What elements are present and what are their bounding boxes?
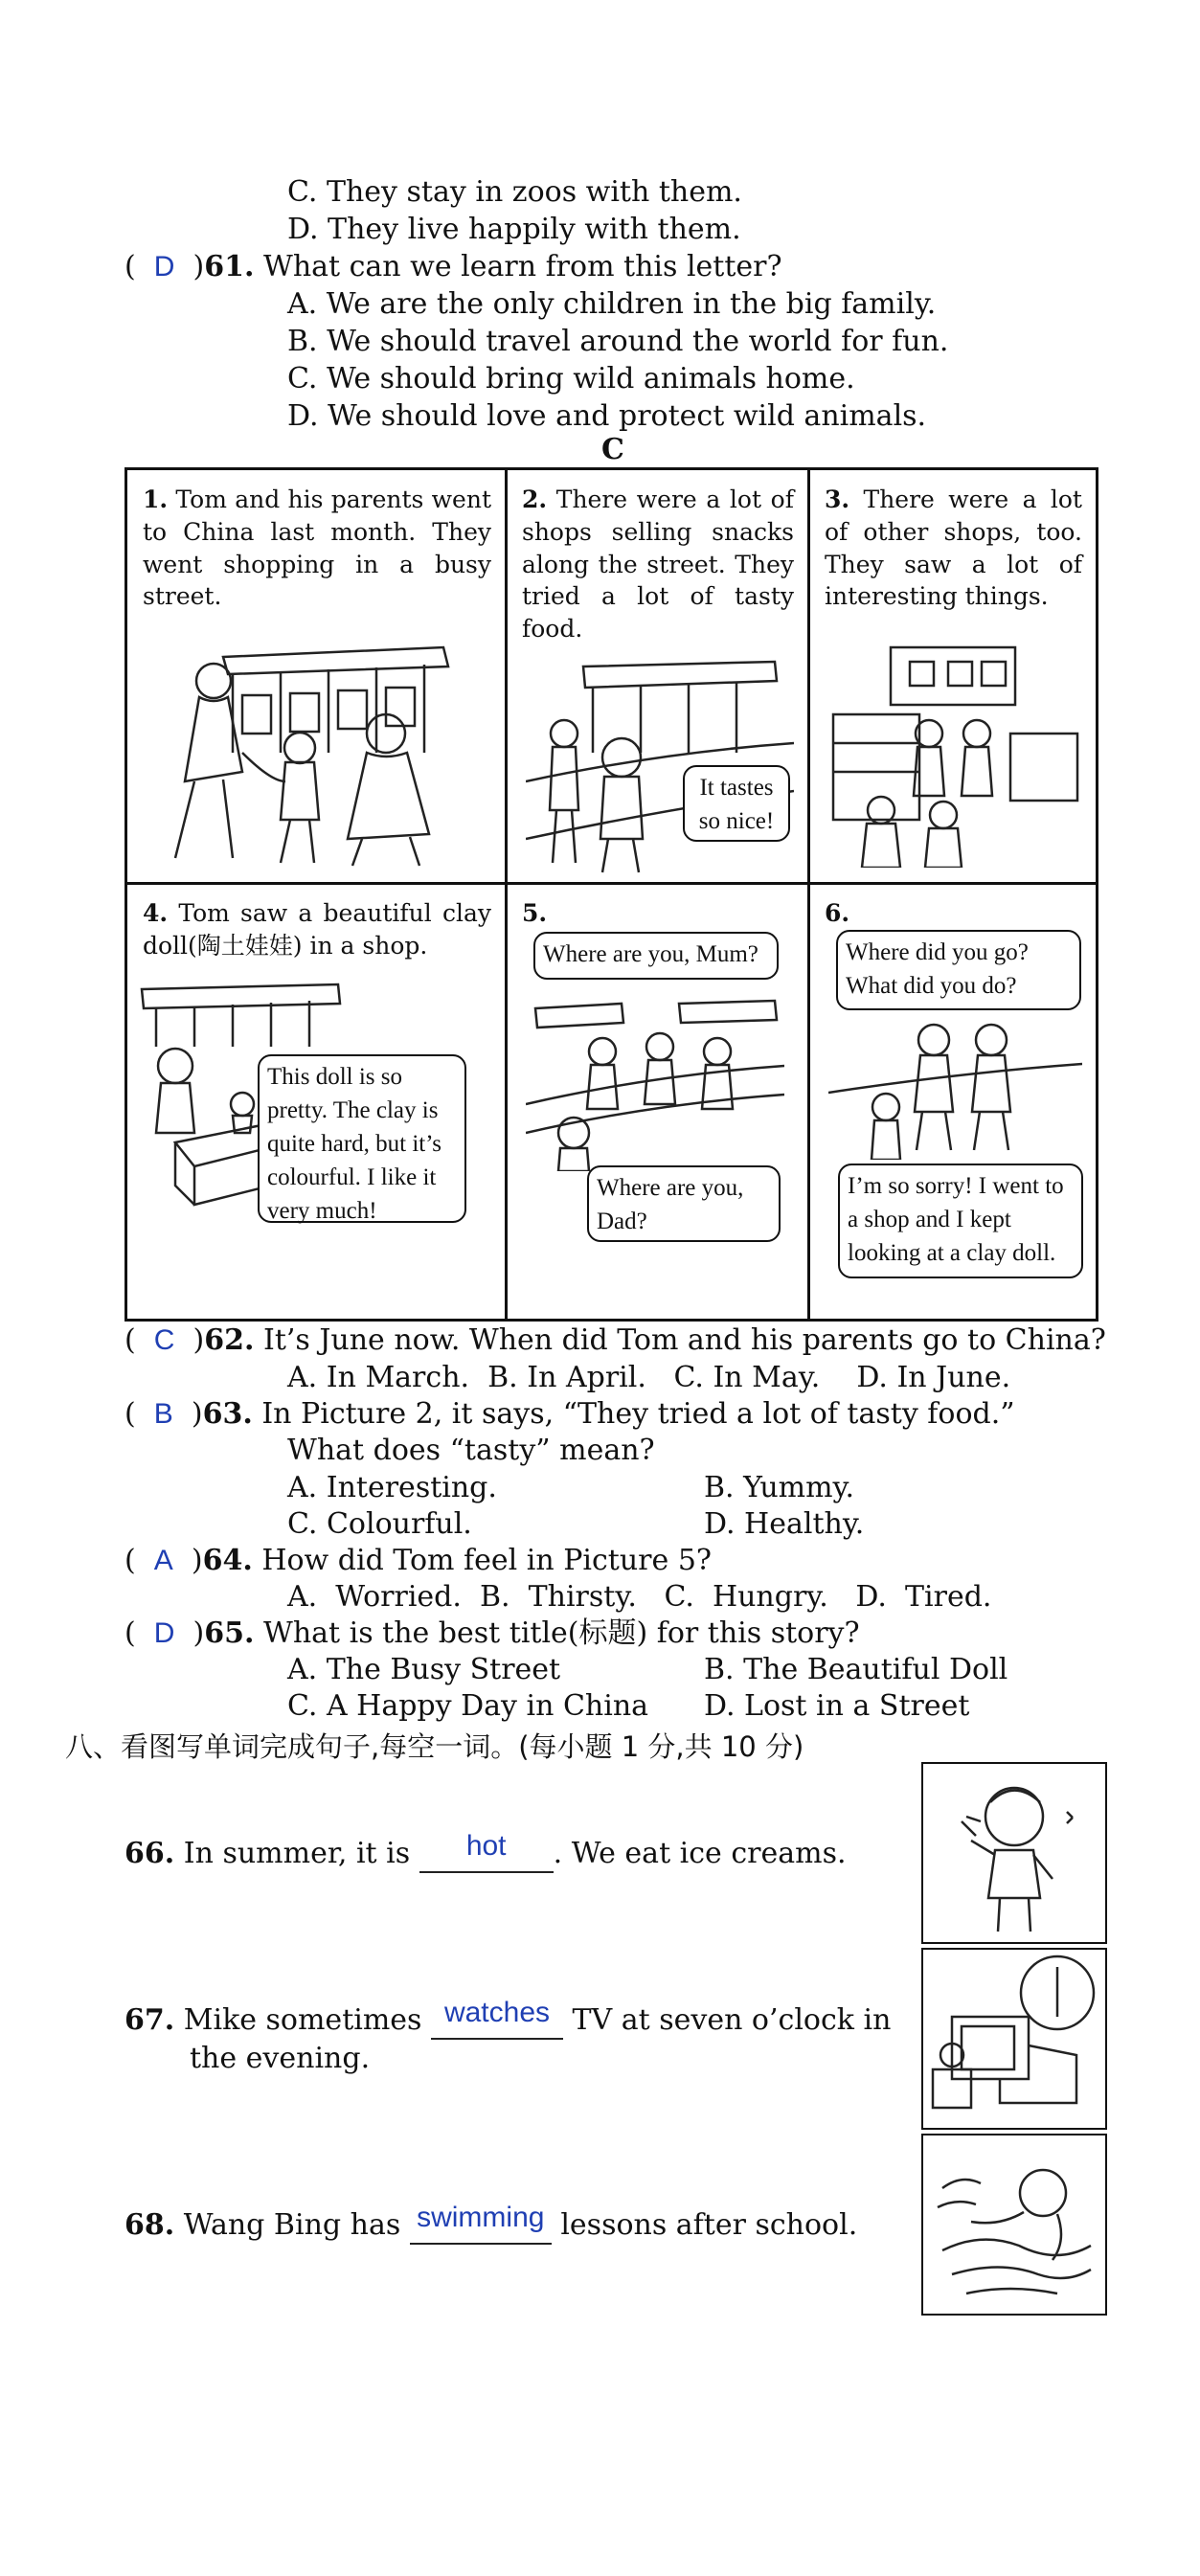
q63-option-d: D. Healthy. — [704, 1507, 865, 1541]
q62-answer: C — [153, 1324, 175, 1356]
q63-option-c: C. Colourful. — [287, 1507, 472, 1541]
q66-answer: hot — [465, 1830, 507, 1862]
q66-number: 66. — [125, 1837, 175, 1870]
q65-answer: D — [153, 1617, 175, 1649]
q62-options: A. In March. B. In April. C. In May. D. In June. — [287, 1361, 1011, 1394]
comic-panel-2 — [506, 469, 808, 883]
panel-text: Tom saw a beautiful clay doll(陶土娃娃) in a shop. — [143, 899, 491, 960]
speech-bubble: This doll is so pretty. The clay is quite hard, but it’s colourful. I like it very much! — [258, 1054, 466, 1223]
q65-row: ( D )65. What is the best title(标题) for this story? — [125, 1616, 860, 1650]
q63-stem-line2: What does “tasty” mean? — [287, 1434, 655, 1467]
swimming-boy-icon — [923, 2135, 1105, 2314]
q67-blank — [431, 1997, 563, 2040]
q62-row: ( C )62. It’s June now. When did Tom and his parents go to China? — [125, 1323, 1106, 1357]
q60-option-c: C. They stay in zoos with them. — [287, 175, 742, 209]
answer-bracket-close: ) — [174, 250, 205, 283]
comic-panel-4 — [126, 883, 506, 1320]
panel-number: 2. — [522, 486, 548, 513]
q65-option-a: A. The Busy Street — [287, 1653, 561, 1686]
q61-row — [125, 250, 782, 284]
grid-divider — [808, 469, 810, 1320]
q68-picture — [921, 2134, 1107, 2316]
q66-row — [125, 1830, 847, 1873]
grid-divider — [506, 469, 508, 1320]
clock-tv-icon — [923, 1950, 1105, 2128]
q63-option-b: B. Yummy. — [704, 1471, 855, 1504]
q68-number: 68. — [125, 2208, 175, 2242]
q63-option-a: A. Interesting. — [287, 1471, 497, 1504]
hot-boy-icon — [923, 1764, 1105, 1942]
q61-option-c: C. We should bring wild animals home. — [287, 362, 855, 395]
q67-text-line2: the evening. — [190, 2042, 371, 2075]
q61-option-b: B. We should travel around the world for fun. — [287, 325, 949, 358]
shopping-street-illustration — [156, 638, 472, 868]
q63-answer: B — [153, 1398, 173, 1430]
panel-number: 4. — [143, 899, 169, 927]
q67-text-before: Mike sometimes — [183, 2003, 422, 2037]
q66-blank — [419, 1830, 554, 1873]
panel-number: 6. — [825, 899, 850, 927]
q65-option-c: C. A Happy Day in China — [287, 1689, 649, 1723]
panel-text: There were a lot of other shops, too. They saw a lot of interesting things. — [825, 486, 1082, 611]
q68-answer: swimming — [417, 2202, 545, 2233]
comic-panel-3 — [808, 469, 1097, 883]
q65-stem: What is the best title(标题) for this story? — [262, 1616, 860, 1650]
q66-picture — [921, 1762, 1107, 1944]
comic-grid — [125, 467, 1098, 1322]
section-c-title: C — [601, 433, 624, 466]
q66-text-after: . We eat ice creams. — [553, 1837, 847, 1870]
q67-row — [125, 1997, 892, 2040]
q63-stem: In Picture 2, it says, “They tried a lot of tasty food.” — [261, 1397, 1015, 1431]
panel-number: 5. — [522, 899, 548, 927]
panel-number: 1. — [143, 486, 169, 513]
reunion-illustration — [828, 1016, 1082, 1160]
q61-option-d: D. We should love and protect wild animals. — [287, 399, 927, 433]
q61-answer: D — [153, 251, 175, 282]
speech-bubble-dad: Where are you, Dad? — [587, 1165, 781, 1242]
q67-answer: watches — [443, 1997, 551, 2028]
speech-bubble: It tastes so nice! — [683, 765, 790, 842]
q67-text-after: TV at seven o’clock in — [572, 2003, 892, 2037]
q66-text-before: In summer, it is — [183, 1837, 411, 1870]
part8-heading: 八、看图写单词完成句子,每空一词。(每小题 1 分,共 10 分) — [65, 1730, 804, 1763]
panel-number: 3. — [825, 486, 850, 513]
q62-number: 62. — [204, 1323, 255, 1357]
q61-stem: What can we learn from this letter? — [262, 250, 782, 283]
q67-number: 67. — [125, 2003, 175, 2037]
busy-crowd-illustration — [526, 989, 784, 1171]
speech-bubble-parents: Where did you go? What did you do? — [836, 930, 1081, 1010]
snack-street-illustration — [526, 647, 794, 877]
q65-option-d: D. Lost in a Street — [704, 1689, 970, 1723]
grid-divider — [126, 883, 1097, 885]
q65-number: 65. — [204, 1616, 255, 1650]
q64-row: ( A )64. How did Tom feel in Picture 5? — [125, 1544, 712, 1577]
speech-bubble-mum: Where are you, Mum? — [533, 932, 779, 980]
q62-stem: It’s June now. When did Tom and his parents go to China? — [262, 1323, 1106, 1357]
answer-bracket-open: ( — [125, 250, 154, 283]
q65-option-b: B. The Beautiful Doll — [704, 1653, 1008, 1686]
panel-text: There were a lot of shops selling snacks along the street. They tried a lot of tasty food. — [522, 486, 794, 643]
q61-number: 61. — [204, 250, 255, 283]
comic-panel-6 — [808, 883, 1097, 1320]
q64-stem: How did Tom feel in Picture 5? — [261, 1544, 712, 1577]
panel-text: Tom and his parents went to China last month. They went shopping in a busy street. — [143, 486, 491, 611]
q68-blank — [410, 2202, 552, 2245]
comic-panel-5 — [506, 883, 808, 1320]
q64-number: 64. — [202, 1544, 253, 1577]
q63-row: ( B )63. In Picture 2, it says, “They tried a lot of tasty food.” — [125, 1397, 1015, 1431]
q64-options: A. Worried. B. Thirsty. C. Hungry. D. Tired. — [287, 1580, 992, 1614]
speech-bubble-tom: I’m so sorry! I went to a shop and I kept looking at a clay doll. — [838, 1164, 1083, 1278]
comic-panel-1 — [126, 469, 506, 883]
q63-number: 63. — [202, 1397, 253, 1431]
q68-row — [125, 2202, 858, 2245]
q67-picture — [921, 1948, 1107, 2130]
q68-text-before: Wang Bing has — [183, 2208, 401, 2242]
shop-interior-illustration — [824, 628, 1087, 868]
q61-option-a: A. We are the only children in the big family. — [287, 287, 937, 321]
q68-text-after: lessons after school. — [560, 2208, 858, 2242]
q60-option-d: D. They live happily with them. — [287, 213, 741, 246]
q64-answer: A — [153, 1545, 173, 1576]
